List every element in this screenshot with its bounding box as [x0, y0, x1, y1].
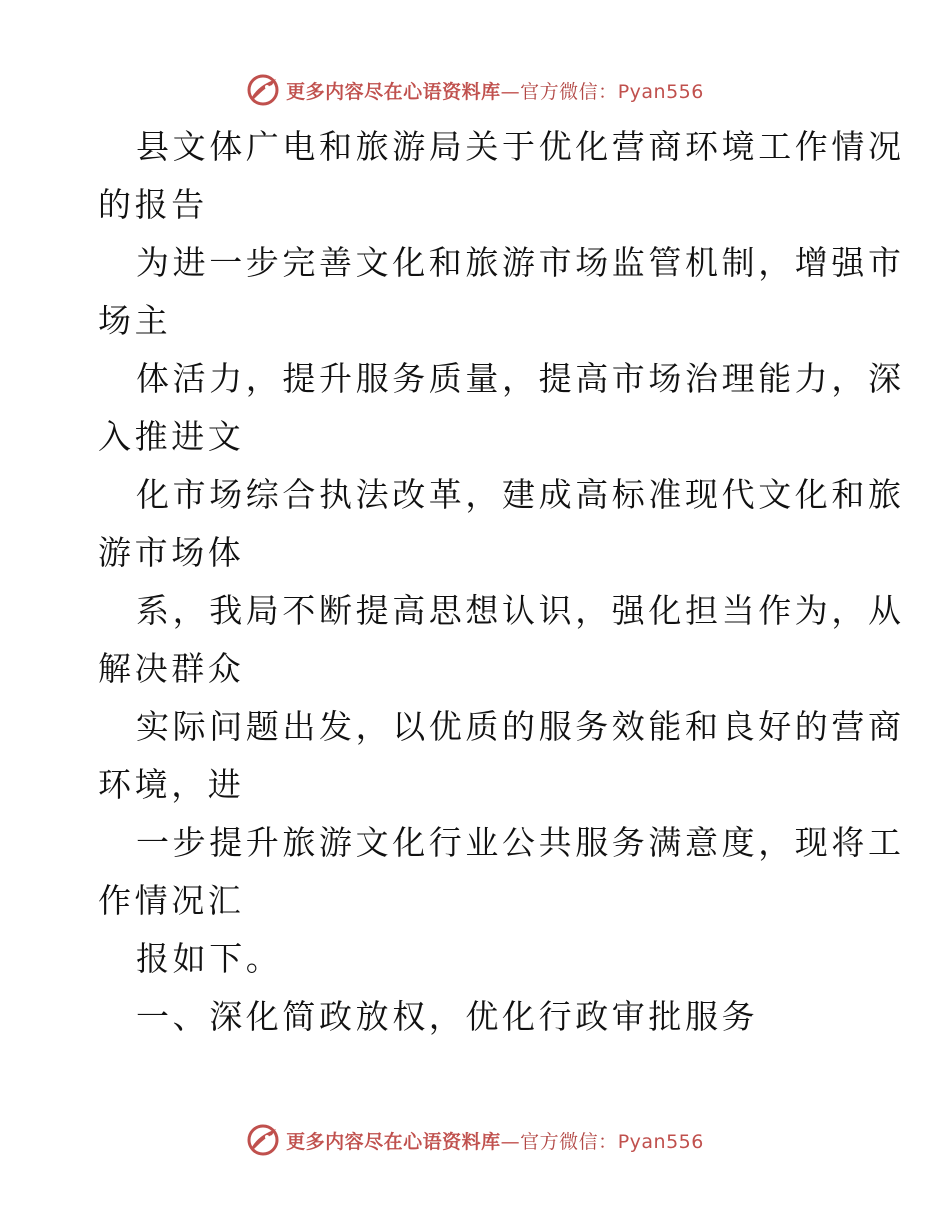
- doc-line: [98, 466, 905, 524]
- doc-line: [98, 118, 905, 176]
- doc-line-text: 场主: [98, 301, 172, 340]
- document-body: [98, 118, 905, 1046]
- doc-line: [98, 408, 858, 466]
- doc-line: [98, 524, 858, 582]
- doc-line-text: 报如下。: [136, 939, 283, 978]
- watermark-label: 官方微信：: [520, 80, 618, 103]
- doc-line: [98, 640, 858, 698]
- doc-line: [98, 872, 858, 930]
- doc-line: [98, 582, 905, 640]
- watermark-banner-bottom: [0, 1120, 950, 1160]
- doc-line-text: 一、深化简政放权，优化行政审批服务: [136, 997, 759, 1036]
- watermark-label: 官方微信：: [520, 1130, 618, 1153]
- doc-line-text: 体活力，提升服务质量，提高市场治理能力，深: [136, 359, 905, 398]
- doc-line-text: 入推进文: [98, 417, 245, 456]
- doc-line-text: 实际问题出发，以优质的服务效能和良好的营商: [136, 707, 905, 746]
- doc-line-text: 游市场体: [98, 533, 245, 572]
- doc-line-text: 化市场综合执法改革，建成高标准现代文化和旅: [136, 475, 905, 514]
- watermark-main-text: 更多内容尽在心语资料库: [286, 80, 501, 103]
- watermark-banner-top: [0, 70, 950, 110]
- pen-logo-icon: [246, 1123, 280, 1157]
- watermark-id: Pyan556: [617, 1130, 704, 1153]
- doc-line-text: 系，我局不断提高思想认识，强化担当作为，从: [136, 591, 905, 630]
- watermark-id: Pyan556: [617, 80, 704, 103]
- doc-line: [98, 756, 858, 814]
- doc-line-text: 为进一步完善文化和旅游市场监管机制，增强市: [136, 243, 905, 282]
- doc-line-text: 解决群众: [98, 649, 245, 688]
- watermark-separator: —: [500, 1130, 521, 1153]
- watermark-separator: —: [500, 80, 521, 103]
- doc-line-text: 环境，进: [98, 765, 245, 804]
- doc-line: [98, 176, 858, 234]
- doc-line: [98, 234, 905, 292]
- doc-line: [98, 350, 905, 408]
- doc-line-text: 一步提升旅游文化行业公共服务满意度，现将工: [136, 823, 905, 862]
- doc-line: [98, 698, 905, 756]
- doc-line-text: 作情况汇: [98, 881, 245, 920]
- doc-line: [98, 930, 858, 988]
- pen-logo-icon: [246, 73, 280, 107]
- doc-line: [98, 988, 858, 1046]
- doc-line: [98, 292, 858, 350]
- watermark-main-text: 更多内容尽在心语资料库: [286, 1130, 501, 1153]
- doc-line-text: 县文体广电和旅游局关于优化营商环境工作情况: [136, 127, 905, 166]
- doc-line: [98, 814, 905, 872]
- doc-line-text: 的报告: [98, 185, 208, 224]
